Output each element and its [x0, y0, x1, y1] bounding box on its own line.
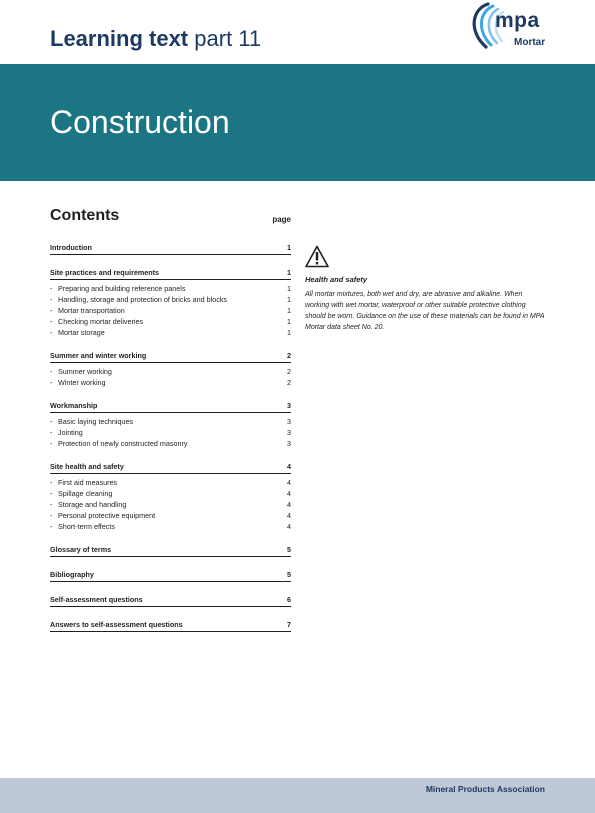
dash-bullet-icon: - [50, 378, 53, 387]
dash-bullet-icon: - [50, 328, 53, 337]
toc-item-label [50, 305, 125, 316]
toc-item-title: Mortar storage [58, 328, 105, 337]
toc-item-row[interactable] [50, 294, 291, 305]
toc-section [50, 594, 291, 607]
page-title: Construction [50, 104, 230, 140]
dash-bullet-icon: - [50, 500, 53, 509]
toc-item-title: Summer working [58, 367, 112, 376]
toc-section [50, 350, 291, 388]
toc-item-title: Personal protective equipment [58, 511, 156, 520]
toc-heading-row[interactable] [50, 461, 291, 474]
toc-heading-row[interactable] [50, 400, 291, 413]
toc-item-row[interactable] [50, 377, 291, 388]
toc-item-row[interactable] [50, 488, 291, 499]
toc-item-row[interactable] [50, 327, 291, 338]
toc-item-title: Spillage cleaning [58, 489, 113, 498]
toc-item-page: 4 [287, 522, 291, 531]
toc-item-page: 3 [287, 428, 291, 437]
dash-bullet-icon: - [50, 489, 53, 498]
toc-section [50, 544, 291, 557]
toc-item-page: 1 [287, 328, 291, 337]
footer-band [0, 778, 595, 813]
toc-item-row[interactable] [50, 316, 291, 327]
dash-bullet-icon: - [50, 306, 53, 315]
toc-item-title: Handling, storage and protection of bricks and blocks [58, 295, 228, 304]
warning-icon [305, 245, 329, 268]
dash-bullet-icon: - [50, 317, 53, 326]
toc-item-page: 1 [287, 306, 291, 315]
toc-item-page: 2 [287, 378, 291, 387]
logo-brand-text: mpa [495, 9, 540, 32]
toc-item-row[interactable] [50, 438, 291, 449]
toc-item-page: 4 [287, 511, 291, 520]
toc-section [50, 619, 291, 632]
toc-heading-title: Summer and winter working [50, 351, 147, 360]
toc-heading-page: 7 [287, 620, 291, 629]
toc-item-title: Short-term effects [58, 522, 115, 531]
dash-bullet-icon: - [50, 511, 53, 520]
toc-heading-page: 5 [287, 545, 291, 554]
toc-item-title: Preparing and building reference panels [58, 284, 186, 293]
toc-heading-row[interactable] [50, 594, 291, 607]
toc-heading-row[interactable] [50, 267, 291, 280]
toc-heading-page: 5 [287, 570, 291, 579]
dash-bullet-icon: - [50, 478, 53, 487]
toc-item-label [50, 366, 112, 377]
toc-heading-title: Site practices and requirements [50, 268, 160, 277]
toc-item-row[interactable] [50, 416, 291, 427]
safety-text: All mortar mixtures, both wet and dry, are abrasive and alkaline. When working with wet mortar, waterproof or other suitable protective clothing should be worn. Guidance on the use of these materials can be found in MPA Mortar data sheet No. 20. [305, 291, 545, 331]
toc-item-title: Protection of newly constructed masonry [58, 439, 188, 448]
toc-item-title: Jointing [58, 428, 83, 437]
toc-heading-row[interactable] [50, 242, 291, 255]
document-title-bold: Learning text [50, 26, 189, 51]
toc-item-title: Mortar transportation [58, 306, 125, 315]
toc-item-title: Winter working [58, 378, 106, 387]
toc-item-page: 2 [287, 367, 291, 376]
toc-heading-page: 6 [287, 595, 291, 604]
toc-heading-page: 1 [287, 268, 291, 277]
mpa-logo [466, 1, 561, 53]
toc-heading-title: Self-assessment questions [50, 595, 143, 604]
health-safety-note [305, 245, 545, 333]
dash-bullet-icon: - [50, 428, 53, 437]
toc-heading-title: Workmanship [50, 401, 98, 410]
toc-heading-title: Bibliography [50, 570, 94, 579]
toc-item-row[interactable] [50, 477, 291, 488]
toc-item-row[interactable] [50, 499, 291, 510]
dash-bullet-icon: - [50, 284, 53, 293]
toc-item-label [50, 499, 126, 510]
toc-heading-page: 4 [287, 462, 291, 471]
toc-section [50, 400, 291, 449]
toc-item-label [50, 316, 143, 327]
toc-heading-title: Introduction [50, 243, 92, 252]
toc-item-label [50, 427, 83, 438]
toc-item-row[interactable] [50, 510, 291, 521]
toc-heading-title: Site health and safety [50, 462, 124, 471]
toc-item-page: 3 [287, 417, 291, 426]
toc-item-label [50, 377, 106, 388]
toc-item-row[interactable] [50, 305, 291, 316]
toc-item-label [50, 510, 155, 521]
toc-item-label [50, 283, 185, 294]
document-title [50, 26, 261, 52]
toc-item-label [50, 294, 227, 305]
page-column-label: page [272, 215, 291, 224]
toc-heading-page: 1 [287, 243, 291, 252]
toc-item-title: Storage and handling [58, 500, 127, 509]
dash-bullet-icon: - [50, 522, 53, 531]
toc-item-label [50, 521, 115, 532]
toc-heading-title: Glossary of terms [50, 545, 112, 554]
toc-section [50, 242, 291, 255]
dash-bullet-icon: - [50, 367, 53, 376]
logo-sub-text: Mortar [514, 37, 546, 48]
dash-bullet-icon: - [50, 439, 53, 448]
toc-heading-row[interactable] [50, 544, 291, 557]
contents-heading: Contents [50, 207, 120, 224]
toc-heading-row[interactable] [50, 619, 291, 632]
dash-bullet-icon: - [50, 295, 53, 304]
toc-item-label [50, 438, 187, 449]
toc-section [50, 267, 291, 338]
toc-item-page: 3 [287, 439, 291, 448]
toc-item-title: Basic laying techniques [58, 417, 134, 426]
toc-item-row[interactable] [50, 366, 291, 377]
toc-item-page: 4 [287, 500, 291, 509]
toc-heading-title: Answers to self-assessment questions [50, 620, 183, 629]
toc-item-title: First aid measures [58, 478, 118, 487]
toc-heading-row[interactable] [50, 569, 291, 582]
toc-item-page: 4 [287, 489, 291, 498]
document-title-part: part 11 [194, 26, 262, 51]
toc-item-row[interactable] [50, 283, 291, 294]
dash-bullet-icon: - [50, 417, 53, 426]
toc-item-row[interactable] [50, 521, 291, 532]
toc-item-page: 4 [287, 478, 291, 487]
toc-item-row[interactable] [50, 427, 291, 438]
toc-item-page: 1 [287, 317, 291, 326]
toc-heading-row[interactable] [50, 350, 291, 363]
table-of-contents [50, 242, 291, 644]
toc-item-label [50, 416, 133, 427]
toc-section [50, 461, 291, 532]
toc-section [50, 569, 291, 582]
toc-heading-page: 2 [287, 351, 291, 360]
toc-item-title: Checking mortar deliveries [58, 317, 144, 326]
toc-item-label [50, 477, 117, 488]
title-banner [0, 64, 595, 181]
toc-heading-page: 3 [287, 401, 291, 410]
footer-organisation: Mineral Products Association [425, 784, 545, 794]
toc-item-page: 1 [287, 295, 291, 304]
toc-item-label [50, 327, 105, 338]
toc-item-page: 1 [287, 284, 291, 293]
toc-item-label [50, 488, 112, 499]
safety-title: Health and safety [305, 275, 368, 284]
